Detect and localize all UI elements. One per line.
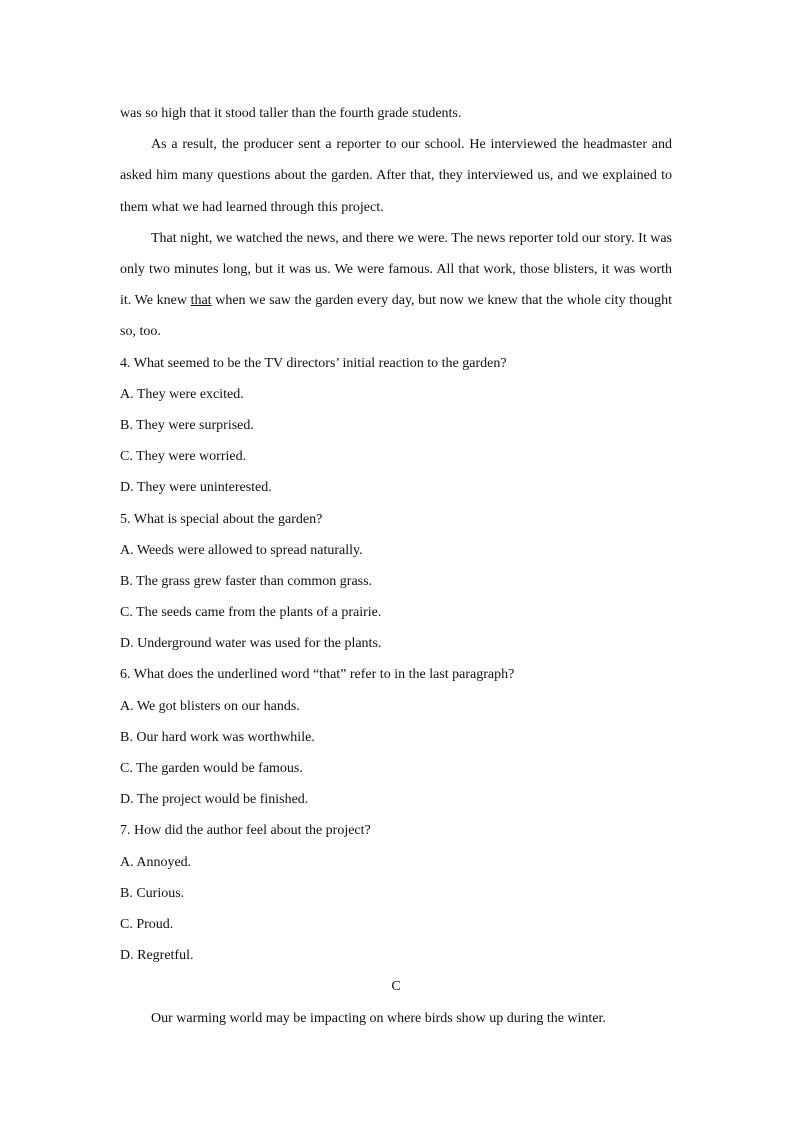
section-heading: C: [391, 979, 401, 995]
passage-c-first-line: Our warming world may be impacting on where birds show up during the winter.: [151, 1010, 606, 1026]
question-stem: 6. What does the underlined word “that” refer to in the last paragraph?: [120, 667, 515, 683]
answer-option: B. They were surprised.: [120, 417, 254, 433]
question-block: [120, 348, 672, 504]
answer-option: B. Our hard work was worthwhile.: [120, 729, 315, 745]
paragraph-text: when we saw the garden every day, but now we knew that the whole city thought so, too.: [120, 293, 672, 340]
question-stem: 7. How did the author feel about the project?: [120, 823, 371, 839]
document-body: [120, 98, 672, 1034]
question-stem: 5. What is special about the garden?: [120, 511, 323, 527]
passage-b-paragraph-final: [120, 223, 672, 348]
answer-option: C. The seeds came from the plants of a prairie.: [120, 605, 382, 621]
answer-option: A. We got blisters on our hands.: [120, 698, 300, 714]
question-block: [120, 659, 672, 815]
answer-option: A. They were excited.: [120, 386, 244, 402]
paragraph-text: That night, we watched the news, and there we were. The news reporter told our story. It was only two minutes long, but it was us. We were famous. All that work, those blisters, it was worth it. We knew: [120, 230, 672, 309]
question-block: [120, 504, 672, 660]
answer-option: C. Proud.: [120, 916, 174, 932]
passage-b-paragraph: As a result, the producer sent a reporter to our school. He interviewed the headmaster and asked him many questions about the garden. After that, they interviewed us, and we explained to them what we had learned through this project.: [120, 137, 672, 215]
answer-option: C. The garden would be famous.: [120, 761, 303, 777]
question-block: [120, 815, 672, 971]
question-stem: 4. What seemed to be the TV directors’ initial reaction to the garden?: [120, 355, 507, 371]
answer-option: D. They were uninterested.: [120, 480, 272, 496]
answer-option: C. They were worried.: [120, 449, 247, 465]
answer-option: A. Annoyed.: [120, 854, 192, 870]
answer-option: D. The project would be finished.: [120, 792, 309, 808]
answer-option: B. Curious.: [120, 885, 185, 901]
answer-option: A. Weeds were allowed to spread naturally.: [120, 542, 363, 558]
passage-b-continuation: was so high that it stood taller than the fourth grade students.: [120, 106, 462, 121]
underlined-word: that: [190, 293, 212, 309]
answer-option: D. Underground water was used for the plants.: [120, 636, 382, 652]
answer-option: D. Regretful.: [120, 948, 194, 964]
answer-option: B. The grass grew faster than common grass.: [120, 573, 373, 589]
